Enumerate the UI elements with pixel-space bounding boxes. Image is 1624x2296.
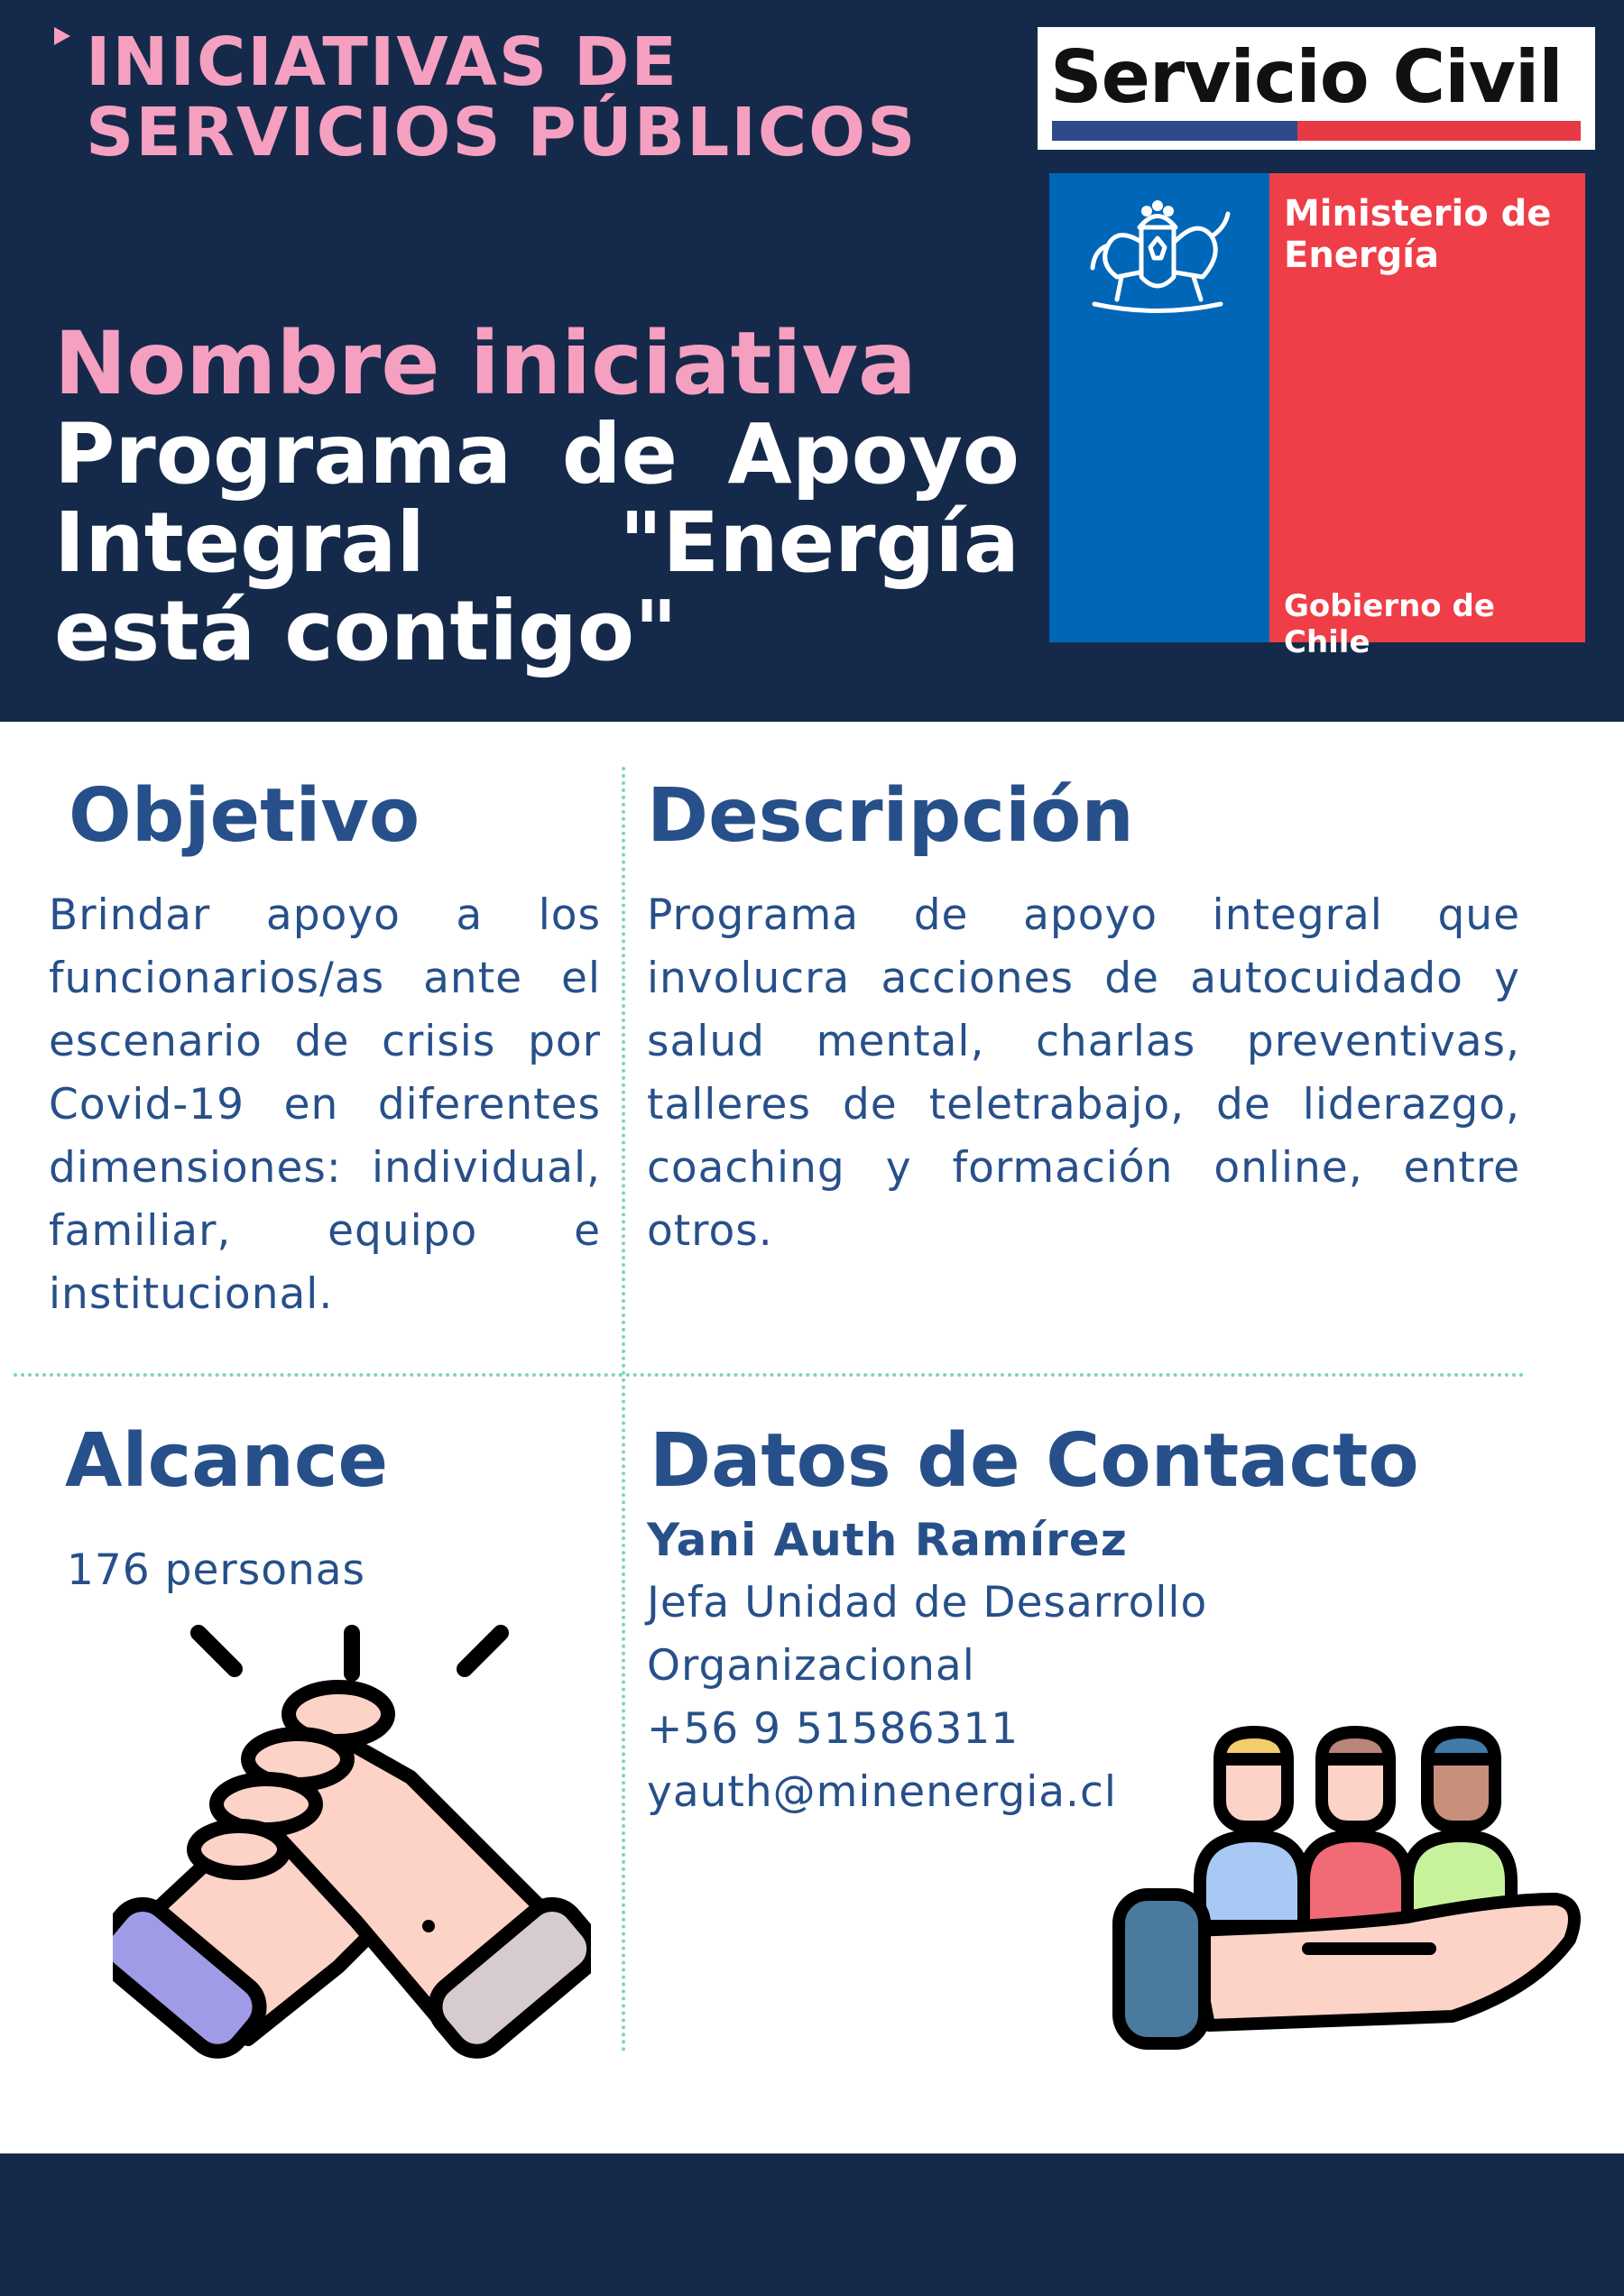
footer-band [0, 2153, 1624, 2296]
descripcion-title: Descripción [647, 773, 1134, 859]
objetivo-text: Brindar apoyo a los funcionarios/as ante el escenario de crisis por Covid-19 en diferentes dimensiones: individual, familiar, equipo e institucional. [49, 890, 601, 1319]
servicio-civil-logo-text: Servicio Civil [1050, 35, 1563, 119]
logo-bar-blue [1052, 121, 1297, 141]
initiative-label: Nombre iniciativa [54, 313, 917, 414]
logo-bar-red [1297, 121, 1581, 141]
alcance-text: 176 personas [67, 1545, 366, 1595]
kicker-title: INICIATIVAS DE SERVICIOS PÚBLICOS [86, 23, 918, 171]
initiative-name: Programa de Apoyo Integral "Energía está contigo" [54, 406, 1020, 679]
ministerio-energia-logo [1049, 173, 1585, 660]
horizontal-divider [14, 1373, 1525, 1377]
header-banner [0, 0, 1624, 722]
contacto-title: Datos de Contacto [650, 1418, 1419, 1504]
descripcion-text: Programa de apoyo integral que involucra acciones de autocuidado y salud mental, charlas preventivas, talleres de teletrabajo, de liderazgo, coaching y formación online, entre otros. [647, 890, 1520, 1256]
contact-email[interactable]: yauth@minenergia.cl [647, 1767, 1117, 1817]
government-label: Gobierno de Chile [1284, 588, 1495, 660]
contact-position: Jefa Unidad de Desarrollo Organizacional [647, 1578, 1208, 1691]
handshake-icon [113, 1615, 591, 2093]
objetivo-title: Objetivo [69, 773, 420, 859]
contact-phone: +56 9 51586311 [647, 1704, 1020, 1754]
community-support-icon [1110, 1719, 1597, 2052]
chile-coat-of-arms-icon [1067, 191, 1248, 327]
alcance-title: Alcance [65, 1418, 389, 1504]
ministry-title: Ministerio de Energía [1284, 193, 1552, 276]
servicio-civil-logo [1038, 27, 1595, 150]
arrow-icon [54, 27, 70, 45]
contact-name: Yani Auth Ramírez [647, 1514, 1128, 1566]
vertical-divider [622, 767, 625, 2052]
